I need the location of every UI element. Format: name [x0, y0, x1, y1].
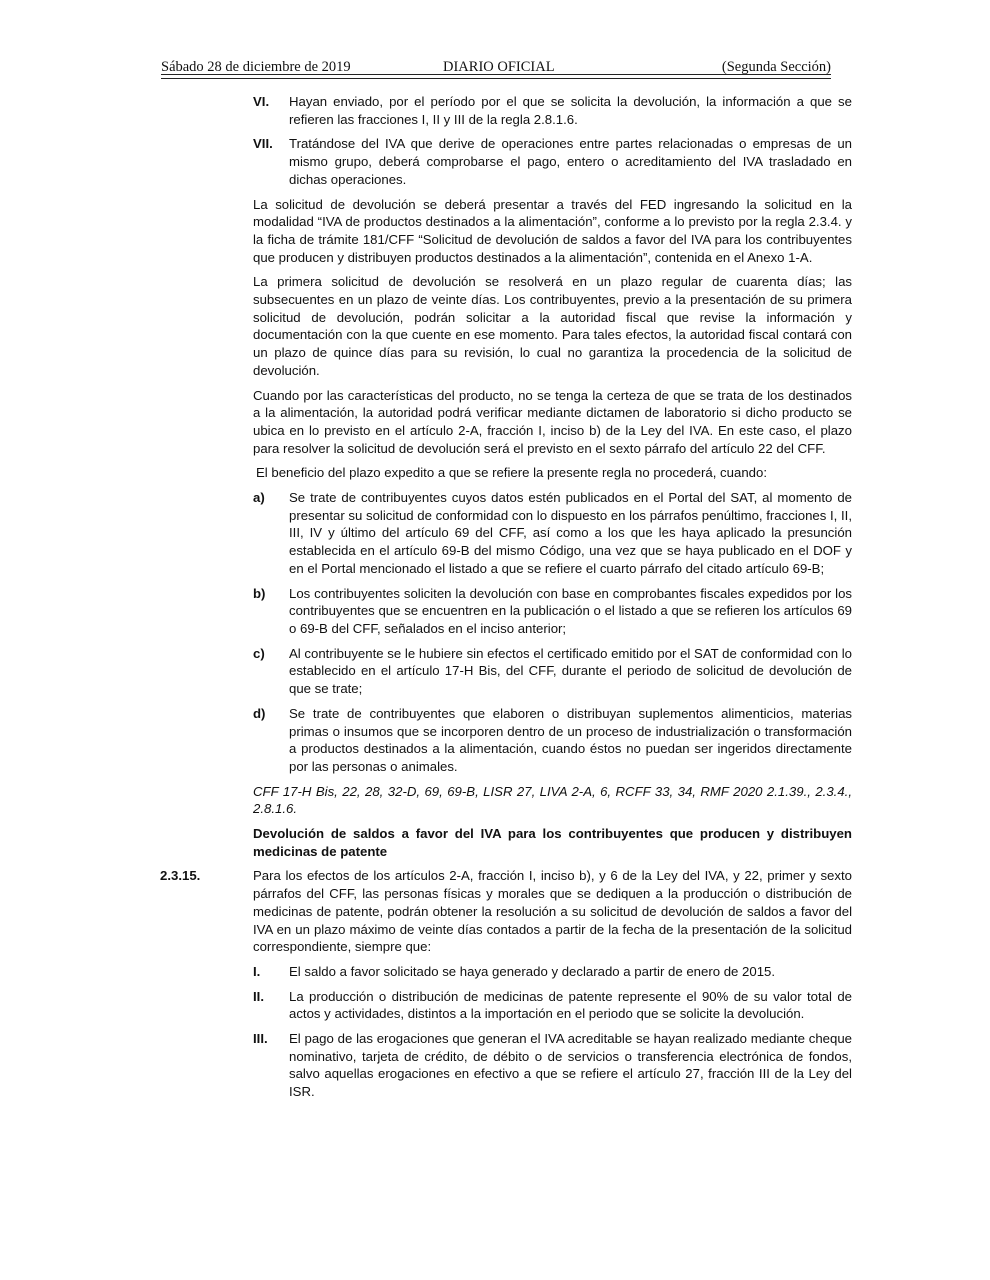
- item-text: Se trate de contribuyentes cuyos datos estén publicados en el Portal del SAT, al momento de presentar su solicitud de conformidad con lo dispuesto en los párrafos penúltimo, fracciones I, II, III, IV y último del artículo 69 del CFF, así como a los que les haya aplicado la presunción establecida en el artículo 69-B del mismo Código, una vez que se haya publicado en el DOF y en el Portal mencionado el listado a que se refiere el cuarto párrafo del citado artículo 69-B;: [289, 490, 852, 576]
- item-text: Tratándose del IVA que derive de operaciones entre partes relacionadas o empresas de un mismo grupo, deberá comprobarse el pago, entero o acreditamiento del IVA trasladado en dichas operaciones.: [289, 136, 852, 187]
- item-text: Al contribuyente se le hubiere sin efectos el certificado emitido por el SAT de conformidad con lo establecido en el artículo 17-H Bis, del CFF, durante el periodo de solicitud de devolución de que se trate;: [289, 645, 852, 697]
- rule-number: 2.3.15.: [160, 868, 201, 884]
- item-text: La producción o distribución de medicinas de patente represente el 90% de su valor total de actos y actividades, distintos a la importación en el periodo que se solicite la devolución.: [289, 988, 852, 1022]
- paragraph: La solicitud de devolución se deberá presentar a través del FED ingresando la solicitud en la modalidad “IVA de productos destinados a la alimentación”, conforme a lo previsto por la regla 2.3.4. y la ficha de trámite 181/CFF “Solicitud de devolución de saldos a favor del IVA para los contribuyentes que producen y distribuyen productos destinados a la alimentación”, contenida en el Anexo 1-A.: [253, 196, 852, 265]
- list-item: [253, 1030, 852, 1101]
- list-item: [253, 135, 852, 188]
- paragraph: El beneficio del plazo expedito a que se refiere la presente regla no procederá, cuando:: [256, 465, 767, 481]
- list-item: [253, 705, 852, 776]
- header-date: Sábado 28 de diciembre de 2019: [161, 59, 351, 75]
- item-label: b): [253, 585, 266, 601]
- item-label: VII.: [253, 136, 273, 152]
- item-label: d): [253, 705, 266, 721]
- legal-references: CFF 17-H Bis, 22, 28, 32-D, 69, 69-B, LISR 27, LIVA 2-A, 6, RCFF 33, 34, RMF 2020 2.1.39., 2.3.4., 2.8.1.6.: [253, 783, 852, 817]
- item-text: Se trate de contribuyentes que elaboren o distribuyan suplementos alimenticios, materias primas o insumos que se incorporen dentro de un proceso de industrialización o transformación a productos destinados a la alimentación, cuando éstos no puedan ser ingeridos directamente por las personas o animales.: [289, 705, 852, 774]
- item-text: Hayan enviado, por el período por el que se solicita la devolución, la información a que se refieren las fracciones I, II y III de la regla 2.8.1.6.: [289, 94, 852, 127]
- paragraph: Cuando por las características del producto, no se tenga la certeza de que se trata de los destinados a la alimentación, la autoridad podrá verificar mediante dictamen de laboratorio si dicho producto se ubica en lo previsto en el artículo 2-A, fracción I, inciso b) de la Ley del IVA. En este caso, el plazo para resolver la solicitud de devolución será el previsto en el sexto párrafo del artículo 22 del CFF.: [253, 387, 852, 456]
- list-item: [253, 963, 852, 981]
- item-text: El saldo a favor solicitado se haya generado y declarado a partir de enero de 2015.: [289, 963, 776, 979]
- rule-text: Para los efectos de los artículos 2-A, fracción I, inciso b), y 6 de la Ley del IVA, y 22, primer y sexto párrafos del CFF, las personas físicas y morales que se dediquen a la producción o distribución de medicinas de patente, podrán obtener la resolución a su solicitud de devolución de saldos a favor del IVA en un plazo máximo de veinte días contados a partir de la fecha de la presentación de la solicitud correspondiente, siempre que:: [253, 868, 852, 955]
- header-title: DIARIO OFICIAL: [443, 59, 555, 75]
- item-label: a): [253, 490, 265, 506]
- item-label: II.: [253, 988, 264, 1004]
- list-item: [253, 645, 852, 698]
- item-text: Los contribuyentes soliciten la devolución con base en comprobantes fiscales expedidos por los contribuyentes que se encuentren en la publicación o el listado a que se refieren los artículos 69 o 69-B del CFF, señalados en el inciso anterior;: [289, 585, 852, 636]
- item-text: El pago de las erogaciones que generan el IVA acreditable se hayan realizado mediante cheque nominativo, tarjeta de crédito, de débito o de servicios o transferencia electrónica de fondos, salvo aquellas erogaciones en efectivo a que se refiere el artículo 27, fracción III de la Ley del ISR.: [289, 1031, 852, 1100]
- item-label: I.: [253, 963, 261, 979]
- paragraph: La primera solicitud de devolución se resolverá en un plazo regular de cuarenta días; las subsecuentes en un plazo de veinte días. Los contribuyentes, previo a la presentación de su primera solicitud de devolución, podrán solicitar a la autoridad fiscal que revise la información y documentación con la que cuente en ese momento. Para tales efectos, la autoridad fiscal contará con un plazo de quince días para su revisión, lo cual no garantiza la procedencia de la solicitud de devolución.: [253, 274, 852, 378]
- rule-block: [160, 867, 852, 956]
- header-section: (Segunda Sección): [721, 59, 831, 75]
- item-label: VI.: [253, 94, 270, 109]
- list-item: [253, 489, 852, 578]
- header-divider: [161, 74, 831, 79]
- item-label: c): [253, 645, 265, 661]
- list-item: [253, 988, 852, 1023]
- list-item: [253, 93, 852, 128]
- list-item: [253, 585, 852, 638]
- rule-heading: Devolución de saldos a favor del IVA para los contribuyentes que producen y distribuyen medicinas de patente: [253, 826, 852, 859]
- item-label: III.: [253, 1031, 268, 1047]
- document-body: [160, 93, 852, 1108]
